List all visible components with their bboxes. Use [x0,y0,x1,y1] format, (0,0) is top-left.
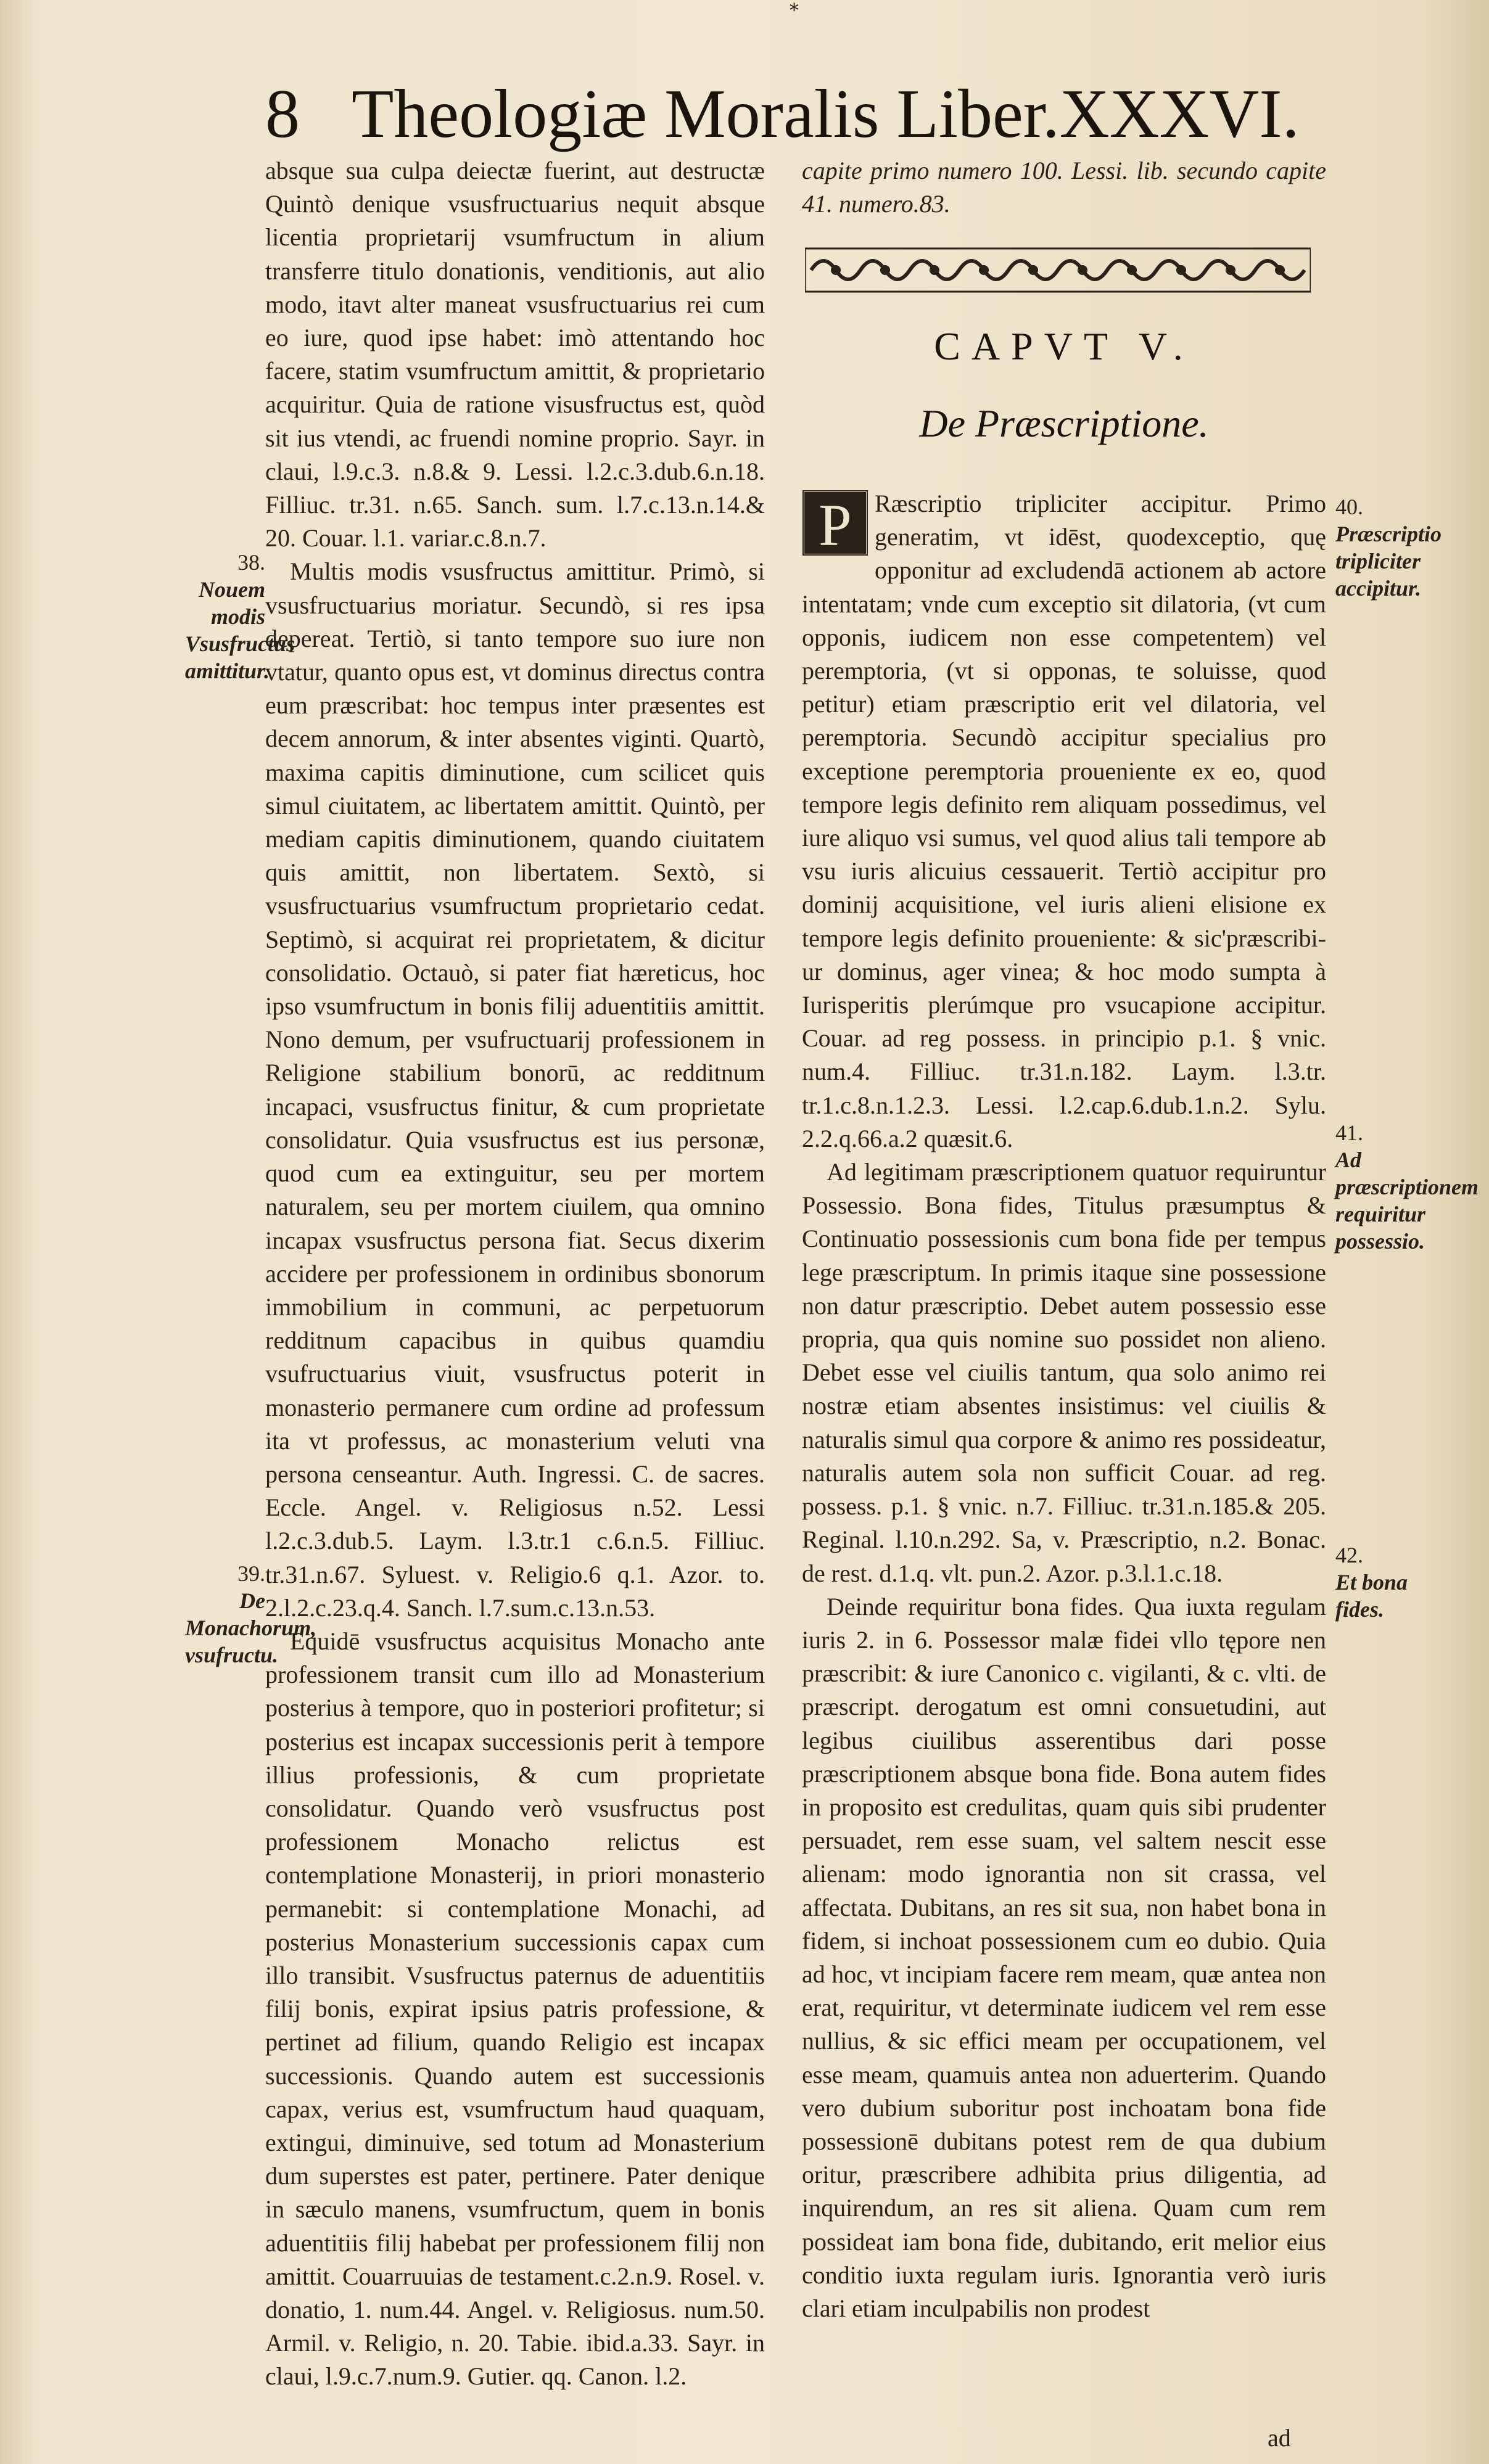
right-column [802,487,1326,2325]
paragraph: Ad legitimam præscriptionem quatuor requiruntur Possessio. Bona fides, Titulus præsumptus & Continuatio possessionis cum bona fide per tempus lege præscriptum. In primis itaque sine possessione non datur præscriptio. Debet autem possessio esse propria, qua quis nomine suo possidet non alieno. Debet esse vel ciuilis tantum, qua solo animo rei nostræ etiam absentes insistimus: vel ciuilis & naturalis simul qua corpore & animo res possideatur, naturalis autem sola non sufficit Couar. ad reg. possess. p.1. § vnic. n.7. Filliuc. tr.31.n.185.& 205. Reginal. l.10.n.292. Sa, v. Præscriptio, n.2. Bonac. de rest. d.1.q. vlt. pun.2. Azor. p.3.l.1.c.18. [802,1158,1326,1587]
ornament-band [805,244,1311,296]
chapter-title: CAPVT V. [934,324,1194,368]
margin-note-41: 41. Ad præscriptionem requiritur possessio. [1335,1120,1479,1254]
drop-cap: P [802,490,868,556]
margin-note-42: 42. Et bona fides. [1335,1543,1408,1622]
paragraph: Deinde requiritur bona fides. Qua iuxta regulam iuris 2. in 6. Possessor malæ fidei vllo tępore nen præscribit: & iure Canonico c. vigilanti, & c. vlti. de præscript. derogatum est omni consuetudini, aut legibus ciuilibus asserentibus dari posse præscriptionem absque bona fide. Bona autem fides in proposito est credulitas, quam quis sibi prudenter persuadet, rem esse suam, vel saltem nescit esse alienam: modo ignorantia non sit crassa, vel affectata. Dubitans, an res sit sua, non habet bona in fidem, si inchoat possessionem cum eo dubio. Quia ad hoc, vt incipiam facere rem meam, quæ antea non erat, requiritur, vt determinate iudicem vel rem esse nullius, & sic effici meam per occupationem, vel esse meam, quamuis antea non aduerterim. Quando vero dubium suboritur post inchoatam bona fide possessionē dubitans potest rem de qua dubium oritur, præscribere adhibita prius diligentia, ad inquirendum, an res sit aliena. Quam cum rem possideat iam bona fide, dubitando, erit melior eius conditio iuxta regulam iuris. Ignorantia verò iuris clari etiam inculpabilis non prodest [802,1592,1326,2322]
chapter-subtitle: De Præscriptione. [919,401,1209,445]
paragraph: Multis modis vsusfructus amittitur. Primò, si vsusfructuarius moriatur. Secundò, si res ipsa depereat. Tertiò, si tanto tempore suo iure non vtatur, quanto opus est, vt dominus directus contra eum præscribat: hoc tempus inter præsentes est decem annorum, & inter absentes viginti. Quartò, maxima capitis diminutione, cum scilicet quis simul ciuitatem, ac libertatem amittit. Quintò, per mediam capitis diminutionem, quando ciuitatem quis amittit, non libertatem. Sextò, si vsusfructuarius vsumfructum proprietario cedat. Septimò, si acquirat rei proprietatem, & dicitur consolidatio. Octauò, si pater fiat hæreticus, hoc ipso vsumfructum in bonis filij aduentitiis amittit. Nono demum, per vsufructuarij professionem in Religione stabilium bonorū, ac redditnum incapaci, vsusfructus finitur, & cum proprietate consolidatur. Quia vsusfructus est ius personæ, quod cum ea extinguitur, seu per mortem naturalem, seu per mortem ciuilem, qua omnino incapax vsusfructus persona fiat. Secus dixerim accidere per professionem in ordinibus sbonorum immobilium in communi, ac perpetuorum redditnum capacibus in quibus quamdiu vsufructuarius viuit, vsusfructus poterit in monasterio permanere cum ordine ad professum ita vt professus, ac monasterium veluti vna persona censeantur. Auth. Ingressi. C. de sacres. Eccle. Angel. v. Religiosus n.52. Lessi l.2.c.3.dub.5. Laym. l.3.tr.1 c.6.n.5. Filliuc. tr.31.n.67. Syluest. v. Religio.6 q.1. Azor. to. 2.l.2.c.23.q.4. Sanch. l.7.sum.c.13.n.53. [265,557,765,1622]
catchword: ad [1268,2424,1291,2452]
paragraph: capite primo numero 100. Lessi. lib. secundo capite 41. numero.83. [802,157,1326,218]
page-number: 8 [265,76,300,152]
top-mark: * [790,0,799,22]
right-column-opening [802,154,1326,221]
margin-note-38: 38. Nouem modis Vsusfructus amittitur. [185,550,295,683]
paragraph: P Ræscriptio tripliciter accipitur. Primo generatim, vt idēst, quodexceptio, quę opponitur ad excludendā actionem ab actore intentatam; vnde cum exceptio sit dilatoria, (vt cum opponis, iudicem non esse competentem) vel peremptoria, (vt si opponas, te soluisse, quod petitur) etiam præscriptio erit vel dilatoria, vel peremptoria. Secundò accipitur specialius pro exceptione peremptoria proueniente ex eo, quod tempore legis definito rem aliquam possedimus, vel iure aliquo vsi sumus, vel quod alius tali tempore ab vsu iuris alicuius cessauerit. Tertiò accipitur pro dominij acquisitione, vel iuris alieni elisione ex tempore legis definito proueniente: & sic'præscribi-ur dominus, ager vinea; & hoc modo sumpta à Iurisperitis plerúmque pro vsucapione accipitur. Couar. ad reg possess. in principio p.1. § vnic. num.4. Filliuc. tr.31.n.182. Laym. l.3.tr. tr.1.c.8.n.1.2.3. Lessi. l.2.cap.6.dub.1.n.2. Sylu. 2.2.q.66.a.2 quæsit.6. [802,490,1326,1152]
paragraph: Equidē vsusfructus acquisitus Monacho ante professionem transit cum illo ad Monasterium posterius à tempore, quo in posteriori profitetur; si posterius est incapax successionis perit à tempore illius professionis, & cum proprietate consolidatur. Quando verò vsusfructus post professionem Monacho relictus est contemplatione Monasterij, in priori monasterio permanebit: si contemplatione Monachi, ad posterius Monasterium successionis capax cum illo transibit. Vsusfructus paternus de aduentitiis filij bonis, expirat ipsius patris professione, & pertinet ad filium, quando Religio est incapax successionis. Quando autem est successionis capax, verius est, vsumfructum haud quaquam, extingui, diminuive, sed totum ad Monasterium dum superstes est pater, pertinere. Pater denique in sæculo manens, vsumfructum, quem in bonis aduentitiis filij habebat per professionem filij non amittit. Couarruuias de testament.c.2.n.9. Rosel. v. donatio, 1. num.44. Angel. v. Religiosus. num.50. Armil. v. Religio, n. 20. Tabie. ibid.a.33. Sayr. in claui, l.9.c.7.num.9. Gutier. qq. Canon. l.2. [265,1627,765,2391]
left-column [265,154,765,2394]
paragraph: absque sua culpa deiectæ fuerint, aut destructæ Quintò denique vsusfructuarius nequit absque licentia proprietarij vsumfructum in alium transferre titulo donationis, venditionis, aut alio modo, itavt alter maneat vsusfructuarius rei cum eo iure, quod ipse habet: imò attentando hoc facere, statim vsumfructum amittit, & proprietario acquiritur. Quia de ratione visusfructus est, quòd sit ius vtendi, ac fruendi nomine proprio. Sayr. in claui, l.9.c.3. n.8.& 9. Lessi. l.2.c.3.dub.6.n.18. Filliuc. tr.31. n.65. Sanch. sum. l.7.c.13.n.14.& 20. Couar. l.1. variar.c.8.n.7. [265,157,765,552]
margin-note-39: 39. De Monachorum, vsufructu. [185,1561,317,1667]
margin-note-40: 40. Præscriptio tripliciter accipitur. [1335,495,1442,601]
running-title: Theologiæ Moralis Liber.XXXVI. [352,76,1300,152]
